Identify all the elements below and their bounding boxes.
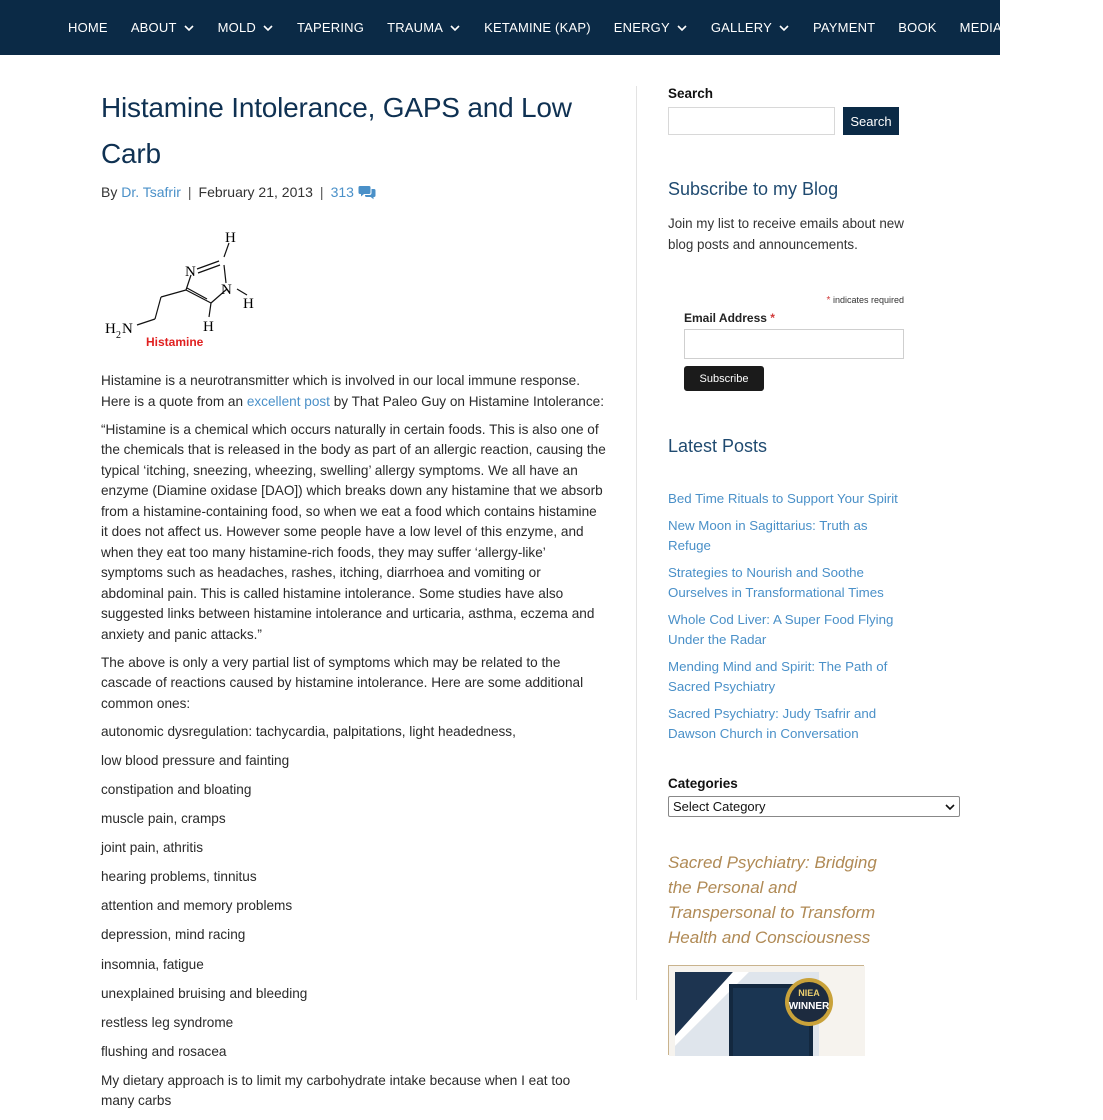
nav-menu (68, 0, 1103, 55)
nav-item-gallery[interactable] (711, 20, 790, 35)
email-label-text: Email Address (684, 311, 767, 325)
chevron-down-icon[interactable] (1008, 22, 1020, 34)
email-label (684, 311, 904, 325)
chevron-down-icon[interactable] (449, 22, 461, 34)
symptom-list (101, 722, 606, 1063)
histamine-label: Histamine (146, 335, 204, 349)
symptom-item: unexplained bruising and bleeding (101, 985, 308, 1001)
latest-post-link[interactable]: Strategies to Nourish and Soothe Ourselves in Transformational Times (668, 564, 884, 600)
latest-post-link[interactable]: New Moon in Sagittarius: Truth as Refuge (668, 517, 868, 553)
atom-label: N (122, 321, 133, 337)
by-label: By (101, 184, 118, 200)
nav-item-label: PAYMENT (812, 20, 876, 35)
symptom-item: low blood pressure and fainting (101, 752, 290, 768)
nav-item-media[interactable] (960, 20, 1020, 35)
symptom-item: restless leg syndrome (101, 1014, 234, 1030)
latest-posts-title: Latest Posts (668, 436, 768, 456)
symptom-item: autonomic dysregulation: tachycardia, palpitations, light headedness, (101, 723, 516, 739)
award-main-text: WINNER (788, 1001, 830, 1013)
required-note (684, 295, 904, 306)
meta-separator: | (187, 184, 192, 200)
atom-label: 2 (116, 330, 121, 341)
atom-label: H (105, 321, 116, 337)
partial-list-paragraph: The above is only a very partial list of symptoms which may be related to the cascade of reactions caused by histamine intolerance. Here are some additional common ones: (101, 654, 584, 711)
nav-item-label: MEDIA (959, 20, 1002, 35)
required-note-text: indicates required (832, 295, 904, 305)
atom-label: N (221, 282, 232, 298)
comments-icon[interactable] (358, 184, 376, 200)
nav-item-label: ABOUT (130, 20, 177, 35)
atom-label: N (185, 264, 196, 280)
atom-label: H (243, 296, 254, 312)
nav-item-trauma[interactable] (387, 20, 461, 35)
top-navigation (0, 0, 1080, 55)
sidebar (668, 86, 968, 1055)
latest-post-link[interactable]: Whole Cod Liver: A Super Food Flying Under the Radar (668, 611, 894, 647)
post-title: Histamine Intolerance, GAPS and Low Carb (101, 92, 572, 169)
categories-title: Categories (668, 776, 738, 792)
search-widget (668, 107, 968, 135)
nav-item-label: BOOK (898, 20, 937, 35)
search-input[interactable] (668, 107, 835, 135)
symptom-item: depression, mind racing (101, 927, 246, 943)
latest-post-link[interactable]: Mending Mind and Spirit: The Path of Sacred Psychiatry (668, 658, 888, 694)
nav-item-home[interactable] (68, 20, 108, 35)
chevron-down-icon[interactable] (676, 22, 688, 34)
nav-item-ketamine-kap[interactable] (484, 20, 591, 35)
subscribe-description: Join my list to receive emails about new blog posts and announcements. (668, 216, 904, 252)
latest-posts-list (668, 489, 968, 744)
chevron-down-icon[interactable] (183, 22, 195, 34)
symptom-item: joint pain, athritis (101, 840, 204, 856)
nav-item-label: TRAUMA (387, 20, 444, 35)
intro-text-end: by That Paleo Guy on Histamine Intolerance: (329, 393, 604, 409)
subscribe-title: Subscribe to my Blog (668, 179, 839, 199)
nav-item-label: KETAMINE (KAP) (484, 20, 591, 35)
excellent-post-link[interactable]: excellent post (246, 393, 330, 409)
nav-item-energy[interactable] (614, 20, 688, 35)
symptom-item: muscle pain, cramps (101, 811, 226, 827)
post-date: February 21, 2013 (198, 184, 313, 200)
nav-item-label: TAPERING (296, 20, 365, 35)
nav-item-tapering[interactable] (297, 20, 364, 35)
subscribe-form (684, 295, 904, 391)
post-meta (101, 181, 606, 203)
symptom-item: insomnia, fatigue (101, 956, 204, 972)
book-title-link[interactable]: Sacred Psychiatry: Bridging the Personal and Transpersonal to Transform Health and Consciousness (668, 853, 877, 948)
category-select-value: Select Category (673, 799, 766, 815)
nav-item-label: BLOG (1042, 20, 1080, 35)
chevron-down-icon[interactable] (778, 22, 790, 34)
book-cover-image[interactable] (668, 965, 864, 1055)
nav-item-about[interactable] (131, 20, 195, 35)
nav-item-label: HOME (68, 20, 108, 35)
subscribe-button[interactable]: Subscribe (684, 366, 764, 391)
intro-text: Histamine is a neurotransmitter which is involved in our local immune response. Here is a quote from an (101, 373, 581, 409)
post-body (101, 371, 606, 1112)
chevron-down-icon[interactable] (262, 22, 274, 34)
quote-paragraph: “Histamine is a chemical which occurs naturally in certain foods. This is also one of the chemicals that is released in the body as part of an allergic reaction, causing the typical ‘itching, sneezing, wheezing, swelling’ allergy symptoms. We all have an enzyme (Diamine oxidase [DAO]) which breaks down any histamine that we absorb from a histamine-containing food, so when we eat a food which contains histamine it does not affect us. However some people have a low level of this enzyme, and when they eat too many histamine-rich foods, they may suffer ‘allergy-like’ symptoms such as headaches, rashes, itching, diarrhoea and vomiting or abdominal pain. This is called histamine intolerance. Some studies have also suggested links between histamine intolerance and urticaria, asthma, eczema and anxiety and panic attacks.” (101, 421, 606, 642)
nav-item-payment[interactable] (813, 20, 875, 35)
nav-item-label: MOLD (217, 20, 256, 35)
nav-item-blog[interactable] (1043, 20, 1080, 35)
nav-item-label: ENERGY (613, 20, 670, 35)
histamine-structure-image (101, 227, 271, 357)
nav-item-label: GALLERY (710, 20, 772, 35)
nav-item-book[interactable] (898, 20, 936, 35)
latest-post-link[interactable]: Sacred Psychiatry: Judy Tsafrir and Dawson Church in Conversation (668, 705, 877, 741)
atom-label: H (225, 230, 236, 246)
award-top-text: NIEA (798, 988, 820, 999)
author-link[interactable]: Dr. Tsafrir (121, 184, 181, 200)
column-divider (636, 86, 637, 1000)
atom-label: H (203, 319, 214, 335)
nav-item-mold[interactable] (218, 20, 274, 35)
meta-separator: | (319, 184, 324, 200)
intro-paragraph (101, 371, 606, 412)
latest-post-link[interactable]: Bed Time Rituals to Support Your Spirit (668, 491, 898, 506)
chevron-down-icon (945, 799, 955, 814)
category-select[interactable] (668, 796, 960, 817)
email-field[interactable] (684, 329, 904, 359)
required-asterisk: * (826, 295, 831, 306)
symptom-item: flushing and rosacea (101, 1043, 227, 1059)
symptom-item: constipation and bloating (101, 781, 252, 797)
comment-count-link[interactable]: 313 (330, 184, 354, 200)
closing-paragraph: My dietary approach is to limit my carbohydrate intake because when I eat too many carbs (101, 1072, 571, 1109)
symptom-item: attention and memory problems (101, 898, 293, 914)
search-title: Search (668, 86, 714, 101)
search-button[interactable]: Search (843, 107, 899, 135)
post-article (101, 85, 606, 1120)
symptom-item: hearing problems, tinnitus (101, 869, 257, 885)
required-asterisk: * (770, 311, 775, 325)
